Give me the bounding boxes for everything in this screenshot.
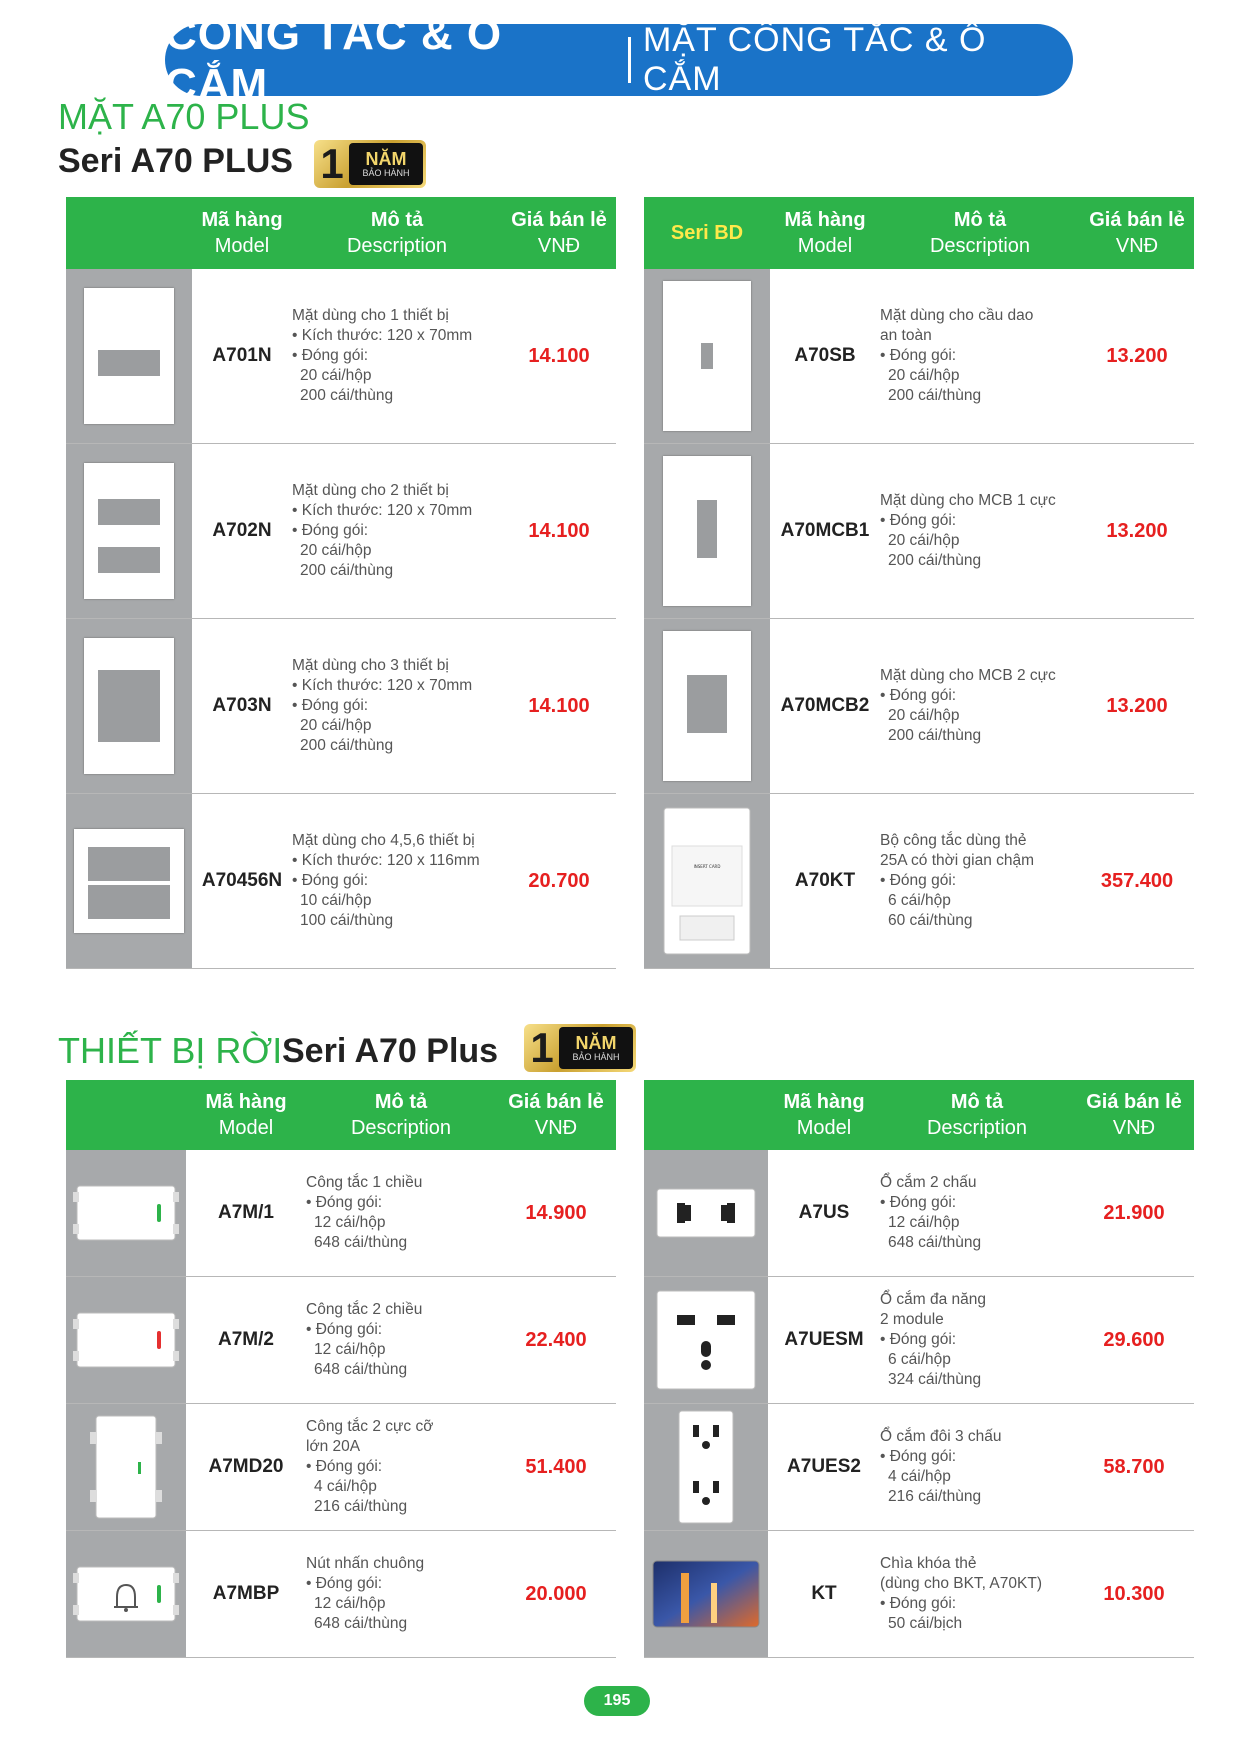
description-line: 200 cái/thùng [888,387,982,404]
section1-title-green: MẶT A70 PLUS [58,96,310,137]
product-image-cell [66,444,192,618]
header-desc-en: Description [350,1117,452,1139]
description-line: 4 cái/hộp [314,1478,377,1495]
product-image [71,1559,181,1629]
warranty-badge-1 [314,140,426,188]
product-description [292,794,502,968]
product-image-cell [66,269,192,443]
header-desc-vn: Mô tả [374,1091,428,1113]
section1-title-black: Seri A70 PLUS [58,142,293,180]
product-image-cell [66,1150,186,1276]
description-line: 6 cái/hộp [888,892,951,909]
description-line: • Đóng gói: [306,1575,383,1592]
plate-opening [98,670,160,742]
product-price: 20.000 [525,1582,587,1605]
description-line: Ổ cắm 2 chấu [880,1174,977,1191]
product-model: A702N [212,520,272,541]
description-line: Công tắc 1 chiều [306,1174,423,1191]
table-header [66,197,616,269]
warranty-number: 1 [320,140,344,187]
product-description [880,444,1080,618]
description-line: 4 cái/hộp [888,1468,951,1485]
plate-opening [88,885,170,919]
description-line: Mặt dùng cho MCB 2 cực [880,667,1056,684]
description-line: • Đóng gói: [292,697,369,714]
product-price: 10.300 [1103,1582,1165,1605]
description-line: Bộ công tắc dùng thẻ [880,832,1027,849]
description-line: an toàn [880,327,932,344]
description-line: (dùng cho BKT, A70KT) [880,1575,1042,1592]
product-model: A70KT [794,870,856,891]
product-price: 14.100 [528,694,590,717]
header-desc-en: Description [929,235,1031,257]
product-description [880,269,1080,443]
table-row [644,1404,1194,1531]
description-line: • Kích thước: 120 x 70mm [292,327,473,344]
product-image [663,456,751,606]
description-line: Ổ cắm đôi 3 chấu [880,1428,1002,1445]
plate-opening [697,500,717,558]
description-line: 648 cái/thùng [888,1234,982,1251]
description-line: • Đóng gói: [306,1458,383,1475]
product-model: A7M/1 [218,1202,274,1223]
description-line: 200 cái/thùng [888,552,982,569]
description-line: • Đóng gói: [880,1331,957,1348]
banner-subtitle: MẶT CÔNG TẮC & Ổ CẮM [642,21,987,98]
product-image [84,288,174,424]
product-price: 22.400 [525,1328,587,1351]
table-row [66,269,616,444]
section2-title-green: THIẾT BỊ RỜI [58,1030,283,1071]
svg-text:INSERT CARD: INSERT CARD [693,864,721,869]
description-line: 20 cái/hộp [300,367,372,384]
table-header [644,197,1194,269]
description-line: Nút nhấn chuông [306,1555,425,1572]
product-price: 14.900 [525,1201,587,1224]
header-model-vn: Mã hàng [205,1091,287,1113]
header-price-vn: Giá bán lẻ [508,1091,604,1113]
product-image [663,281,751,431]
product-model: A7UESM [784,1329,864,1350]
product-model: A703N [212,695,272,716]
page-banner [165,10,1073,109]
page-number: 195 [584,1686,650,1716]
header-price-en: VNĐ [1115,235,1159,257]
description-line: Chìa khóa thẻ [880,1555,977,1572]
plate-opening [88,847,170,881]
description-line: • Đóng gói: [306,1194,383,1211]
description-line: 6 cái/hộp [888,1351,951,1368]
description-line: • Đóng gói: [880,687,957,704]
table-row [644,619,1194,794]
description-line: • Kích thước: 120 x 70mm [292,677,473,694]
product-image-cell [644,794,770,968]
table-row [644,269,1194,444]
description-line: • Đóng gói: [880,1448,957,1465]
table-row [66,794,616,969]
description-line: 324 cái/thùng [888,1371,982,1388]
description-line: • Đóng gói: [880,347,957,364]
product-image-cell [644,1277,768,1403]
description-line: 648 cái/thùng [314,1615,408,1632]
product-model: A7UES2 [787,1456,861,1477]
product-description [880,1150,1074,1276]
plate-opening [98,499,160,525]
product-price: 20.700 [528,869,590,892]
plate-opening [98,547,160,573]
description-line: 100 cái/thùng [300,912,394,929]
warranty-word: NĂM [575,1032,617,1053]
description-line: 12 cái/hộp [314,1214,386,1231]
table-row [66,1150,616,1277]
description-line: 10 cái/hộp [300,892,372,909]
description-line: 20 cái/hộp [300,542,372,559]
plate-opening [98,350,160,376]
description-line: Mặt dùng cho 2 thiết bị [292,482,449,499]
table-row [66,1531,616,1658]
description-line: 200 cái/thùng [300,562,394,579]
product-price: 14.100 [528,344,590,367]
product-image [84,463,174,599]
header-model-en: Model [218,1117,274,1139]
product-price: 14.100 [528,519,590,542]
banner-separator [628,37,631,83]
product-image-cell [644,1404,768,1530]
product-model: A7MD20 [208,1456,284,1477]
product-image [662,806,752,956]
product-image [84,638,174,774]
description-line: 20 cái/hộp [888,707,960,724]
description-line: 25A có thời gian chậm [880,852,1035,869]
banner-main-title: CÔNG TẮC & Ổ CẮM [165,10,503,109]
table-row [66,444,616,619]
description-line: 648 cái/thùng [314,1234,408,1251]
product-image [71,1178,181,1248]
product-image [651,1559,761,1629]
description-line: • Đóng gói: [292,872,369,889]
product-description [292,269,502,443]
description-line: 60 cái/thùng [888,912,973,929]
product-description [880,794,1080,968]
description-line: 12 cái/hộp [314,1341,386,1358]
description-line: • Đóng gói: [292,347,369,364]
product-image [86,1412,166,1522]
product-image [651,1183,761,1243]
description-line: • Đóng gói: [880,1194,957,1211]
header-desc-vn: Mô tả [953,209,1007,231]
table-row [644,1150,1194,1277]
product-price: 13.200 [1106,694,1168,717]
description-line: 200 cái/thùng [300,387,394,404]
description-line: Công tắc 2 chiều [306,1301,423,1318]
table-row [66,1277,616,1404]
table-row [66,619,616,794]
product-image-cell [644,444,770,618]
description-line: 648 cái/thùng [314,1361,408,1378]
description-line: Mặt dùng cho 1 thiết bị [292,307,449,324]
warranty-word: NĂM [365,148,407,169]
product-image [651,1285,761,1395]
header-price-vn: Giá bán lẻ [511,209,607,231]
header-model-vn: Mã hàng [783,1091,865,1113]
description-line: Mặt dùng cho MCB 1 cực [880,492,1056,509]
product-image-cell [644,1150,768,1276]
warranty-sub: BẢO HÀNH [572,1051,620,1062]
description-line: • Đóng gói: [306,1321,383,1338]
description-line: • Đóng gói: [292,522,369,539]
product-image-cell [644,619,770,793]
plate-opening [687,675,727,733]
header-model-en: Model [796,1117,852,1139]
warranty-sub: BẢO HÀNH [362,167,410,178]
table-header [644,1080,1194,1150]
product-model: A7US [798,1202,850,1223]
header-price-vn: Giá bán lẻ [1089,209,1185,231]
product-description [306,1531,496,1657]
description-line: 2 module [880,1311,944,1328]
product-model: A70MCB2 [780,695,870,716]
product-model: A7M/2 [218,1329,274,1350]
warranty-badge-2 [524,1024,636,1072]
header-price-vn: Giá bán lẻ [1086,1091,1182,1113]
product-description [292,444,502,618]
header-model-en: Model [797,235,853,257]
description-line: Mặt dùng cho 4,5,6 thiết bị [292,832,475,849]
description-line: 216 cái/thùng [314,1498,408,1515]
table-seri-bd [644,197,1194,969]
product-description [880,1277,1074,1403]
description-line: 12 cái/hộp [314,1595,386,1612]
description-line: Mặt dùng cho cầu dao [880,307,1034,324]
table-devices-switches [66,1080,616,1658]
table-devices-sockets [644,1080,1194,1658]
product-model: A7MBP [212,1583,280,1604]
header-price-en: VNĐ [1112,1117,1156,1139]
header-desc-en: Description [346,235,448,257]
section2-title-black: Seri A70 Plus [282,1032,499,1070]
header-model-vn: Mã hàng [201,209,283,231]
table-row [66,1404,616,1531]
header-price-en: VNĐ [537,235,581,257]
product-image-cell [66,1404,186,1530]
product-model: KT [811,1583,837,1604]
product-model: A701N [212,345,272,366]
description-line: 50 cái/bịch [888,1615,963,1632]
table-a70-plus-plates [66,197,616,969]
description-line: • Kích thước: 120 x 70mm [292,502,473,519]
header-seri-bd: Seri BD [670,222,744,244]
product-price: 357.400 [1100,869,1174,892]
header-price-en: VNĐ [534,1117,578,1139]
product-image [71,1305,181,1375]
product-description [306,1150,496,1276]
product-image-cell [644,1531,768,1657]
description-line: 20 cái/hộp [888,532,960,549]
product-image [671,1407,741,1527]
description-line: 20 cái/hộp [888,367,960,384]
description-line: 12 cái/hộp [888,1214,960,1231]
header-desc-en: Description [926,1117,1028,1139]
description-line: • Đóng gói: [880,872,957,889]
description-line: 200 cái/thùng [300,737,394,754]
description-line: 200 cái/thùng [888,727,982,744]
header-model-en: Model [214,235,270,257]
table-row [644,1531,1194,1658]
header-model-vn: Mã hàng [784,209,866,231]
product-price: 21.900 [1103,1201,1165,1224]
product-price: 58.700 [1103,1455,1165,1478]
product-model: A70SB [794,345,856,366]
table-header [66,1080,616,1150]
product-image-cell [66,1277,186,1403]
description-line: • Đóng gói: [880,1595,957,1612]
description-line: 20 cái/hộp [300,717,372,734]
table-row [644,1277,1194,1404]
header-desc-vn: Mô tả [950,1091,1004,1113]
product-description [880,1531,1074,1657]
product-description [306,1277,496,1403]
product-description [880,1404,1074,1530]
plate-opening [701,343,713,369]
description-line: • Đóng gói: [880,512,957,529]
description-line: Mặt dùng cho 3 thiết bị [292,657,449,674]
product-model: A70456N [201,870,283,891]
product-image-cell [66,1531,186,1657]
product-image-cell [66,794,192,968]
description-line: • Kích thước: 120 x 116mm [292,852,480,869]
description-line: 216 cái/thùng [888,1488,982,1505]
description-line: lớn 20A [306,1438,361,1455]
warranty-number: 1 [530,1024,554,1071]
product-price: 51.400 [525,1455,587,1478]
product-price: 13.200 [1106,344,1168,367]
product-price: 13.200 [1106,519,1168,542]
product-description [292,619,502,793]
product-description [880,619,1080,793]
product-image-cell [66,619,192,793]
table-row [644,444,1194,619]
table-row [644,794,1194,969]
product-price: 29.600 [1103,1328,1165,1351]
description-line: Công tắc 2 cực cỡ [306,1418,434,1435]
product-model: A70MCB1 [780,520,870,541]
header-desc-vn: Mô tả [370,209,424,231]
product-image [74,829,184,933]
product-image [663,631,751,781]
product-description [306,1404,496,1530]
description-line: Ổ cắm đa năng [880,1291,986,1308]
product-image-cell [644,269,770,443]
